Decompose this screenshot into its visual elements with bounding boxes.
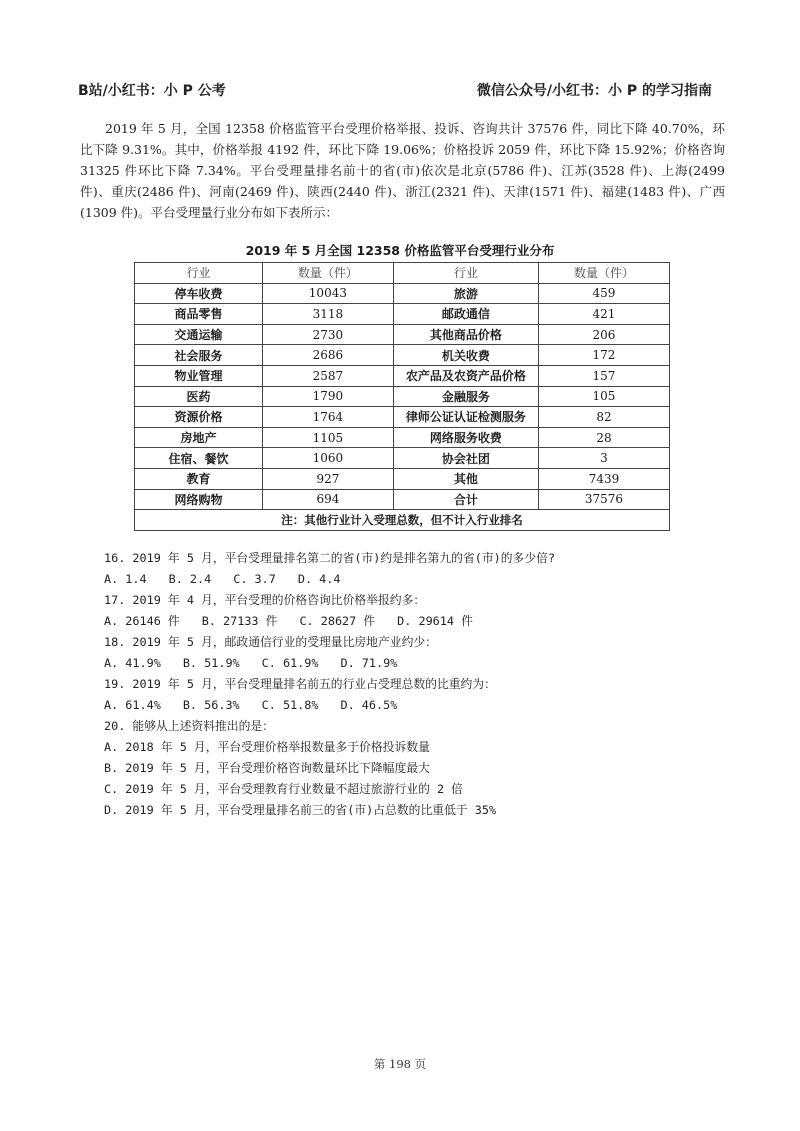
question-block bbox=[104, 674, 724, 716]
table-row bbox=[135, 468, 670, 489]
header-cell: 行业 bbox=[393, 263, 538, 284]
count-cell: 694 bbox=[262, 489, 393, 510]
answer-option[interactable]: A. 2018 年 5 月，平台受理价格举报数量多于价格投诉数量 bbox=[104, 740, 430, 754]
table-row bbox=[135, 283, 670, 304]
table-row bbox=[135, 448, 670, 469]
industry-cell: 停车收费 bbox=[135, 283, 263, 304]
table-note-row bbox=[135, 510, 670, 531]
industry-cell: 商品零售 bbox=[135, 304, 263, 325]
count-cell: 1764 bbox=[262, 407, 393, 428]
industry-cell: 网络购物 bbox=[135, 489, 263, 510]
count-cell: 1060 bbox=[262, 448, 393, 469]
answer-option[interactable]: D. 4.4 bbox=[297, 572, 341, 586]
count-cell: 927 bbox=[262, 468, 393, 489]
industry-cell: 网络服务收费 bbox=[393, 427, 538, 448]
table-row bbox=[135, 365, 670, 386]
answer-option[interactable]: B. 2.4 bbox=[168, 572, 212, 586]
industry-cell: 房地产 bbox=[135, 427, 263, 448]
question-stem: 16. 2019 年 5 月，平台受理量排名第二的省(市)约是排名第九的省(市)的多少倍? bbox=[104, 551, 556, 565]
question-options bbox=[104, 695, 724, 716]
industry-cell: 旅游 bbox=[393, 283, 538, 304]
answer-option[interactable]: D. 29614 件 bbox=[397, 614, 473, 628]
table-row bbox=[135, 386, 670, 407]
question-block bbox=[104, 548, 724, 590]
industry-cell: 教育 bbox=[135, 468, 263, 489]
count-cell: 459 bbox=[538, 283, 669, 304]
industry-cell: 住宿、餐饮 bbox=[135, 448, 263, 469]
count-cell: 2730 bbox=[262, 324, 393, 345]
answer-option[interactable]: D. 2019 年 5 月，平台受理量排名前三的省(市)占总数的比重低于 35% bbox=[104, 803, 497, 817]
page-header bbox=[78, 80, 712, 100]
page-number: 第 198 页 bbox=[373, 1057, 427, 1071]
table-row bbox=[135, 304, 670, 325]
answer-option[interactable]: D. 46.5% bbox=[340, 698, 398, 712]
count-cell: 2686 bbox=[262, 345, 393, 366]
count-cell: 105 bbox=[538, 386, 669, 407]
count-cell: 1105 bbox=[262, 427, 393, 448]
industry-cell: 农产品及农资产品价格 bbox=[393, 365, 538, 386]
question-options bbox=[104, 653, 724, 674]
answer-option[interactable]: B. 2019 年 5 月，平台受理价格咨询数量环比下降幅度最大 bbox=[104, 761, 430, 775]
count-cell: 157 bbox=[538, 365, 669, 386]
answer-option[interactable]: A. 41.9% bbox=[104, 656, 161, 670]
header-left: B站/小红书：小 P 公考 bbox=[78, 83, 226, 99]
count-cell: 28 bbox=[538, 427, 669, 448]
industry-cell: 交通运输 bbox=[135, 324, 263, 345]
table-header-row bbox=[135, 263, 670, 284]
table-row bbox=[135, 407, 670, 428]
count-cell: 10043 bbox=[262, 283, 393, 304]
table-row bbox=[135, 345, 670, 366]
answer-option[interactable]: A. 61.4% bbox=[104, 698, 161, 712]
table-row bbox=[135, 427, 670, 448]
industry-table bbox=[134, 262, 670, 531]
question-block bbox=[104, 590, 724, 632]
table-row bbox=[135, 324, 670, 345]
answer-option[interactable]: B. 51.9% bbox=[182, 656, 240, 670]
industry-cell: 金融服务 bbox=[393, 386, 538, 407]
intro-paragraph: 2019 年 5 月，全国 12358 价格监管平台受理价格举报、投诉、咨询共计 37576 件，同比下降 40.70%，环比下降 9.31%。其中，价格举报 4192 件，环比下降 19.06%；价格投诉 2059 件，环比下降 15.92%；价格咨询 31325 件环比下降 7.34%。平台受理量排名前十的省(市)依次是北京(5786 件)、江苏(3528 件)、上海(2499 件)、重庆(2486 件)、河南(2469 件)、陕西(2440 件)、浙江(2321 件)、天津(1571 件)、福建(1483 件)、广西(1309 件)。平台受理量行业分布如下表所示： bbox=[80, 121, 725, 220]
count-cell: 37576 bbox=[538, 489, 669, 510]
industry-cell: 社会服务 bbox=[135, 345, 263, 366]
question-stem: 17. 2019 年 4 月，平台受理的价格咨询比价格举报约多： bbox=[104, 593, 426, 607]
answer-option[interactable]: B. 27133 件 bbox=[201, 614, 278, 628]
count-cell: 3118 bbox=[262, 304, 393, 325]
table-row bbox=[135, 489, 670, 510]
question-block bbox=[104, 632, 724, 674]
question-stem: 18. 2019 年 5 月，邮政通信行业的受理量比房地产业约少： bbox=[104, 635, 437, 649]
count-cell: 3 bbox=[538, 448, 669, 469]
question-options bbox=[104, 569, 724, 590]
count-cell: 82 bbox=[538, 407, 669, 428]
table-title: 2019 年 5 月全国 12358 价格监管平台受理行业分布 bbox=[245, 243, 555, 258]
answer-option[interactable]: C. 2019 年 5 月，平台受理教育行业数量不超过旅游行业的 2 倍 bbox=[104, 782, 463, 796]
industry-cell: 律师公证认证检测服务 bbox=[393, 407, 538, 428]
count-cell: 7439 bbox=[538, 468, 669, 489]
industry-cell: 其他 bbox=[393, 468, 538, 489]
count-cell: 1790 bbox=[262, 386, 393, 407]
industry-cell: 邮政通信 bbox=[393, 304, 538, 325]
industry-cell: 其他商品价格 bbox=[393, 324, 538, 345]
count-cell: 421 bbox=[538, 304, 669, 325]
answer-option[interactable]: C. 61.9% bbox=[261, 656, 319, 670]
question-stem: 20. 能够从上述资料推出的是： bbox=[104, 719, 274, 733]
table-note: 注：其他行业计入受理总数，但不计入行业排名 bbox=[135, 510, 670, 531]
header-cell: 行业 bbox=[135, 263, 263, 284]
answer-option[interactable]: C. 51.8% bbox=[261, 698, 319, 712]
question-stem: 19. 2019 年 5 月，平台受理量排名前五的行业占受理总数的比重约为： bbox=[104, 677, 496, 691]
answer-option[interactable]: C. 28627 件 bbox=[299, 614, 376, 628]
answer-option[interactable]: D. 71.9% bbox=[340, 656, 398, 670]
count-cell: 172 bbox=[538, 345, 669, 366]
answer-option[interactable]: B. 56.3% bbox=[182, 698, 240, 712]
answer-option[interactable]: A. 26146 件 bbox=[104, 614, 180, 628]
answer-option[interactable]: A. 1.4 bbox=[104, 572, 147, 586]
answer-option[interactable]: C. 3.7 bbox=[233, 572, 276, 586]
header-cell: 数量（件） bbox=[538, 263, 669, 284]
question-options bbox=[104, 611, 724, 632]
question-list bbox=[104, 548, 724, 821]
industry-cell: 医药 bbox=[135, 386, 263, 407]
industry-cell: 合计 bbox=[393, 489, 538, 510]
count-cell: 2587 bbox=[262, 365, 393, 386]
industry-cell: 资源价格 bbox=[135, 407, 263, 428]
industry-cell: 机关收费 bbox=[393, 345, 538, 366]
count-cell: 206 bbox=[538, 324, 669, 345]
industry-cell: 协会社团 bbox=[393, 448, 538, 469]
industry-cell: 物业管理 bbox=[135, 365, 263, 386]
question-block bbox=[104, 716, 724, 821]
header-cell: 数量（件） bbox=[262, 263, 393, 284]
header-right: 微信公众号/小红书：小 P 的学习指南 bbox=[476, 83, 712, 99]
